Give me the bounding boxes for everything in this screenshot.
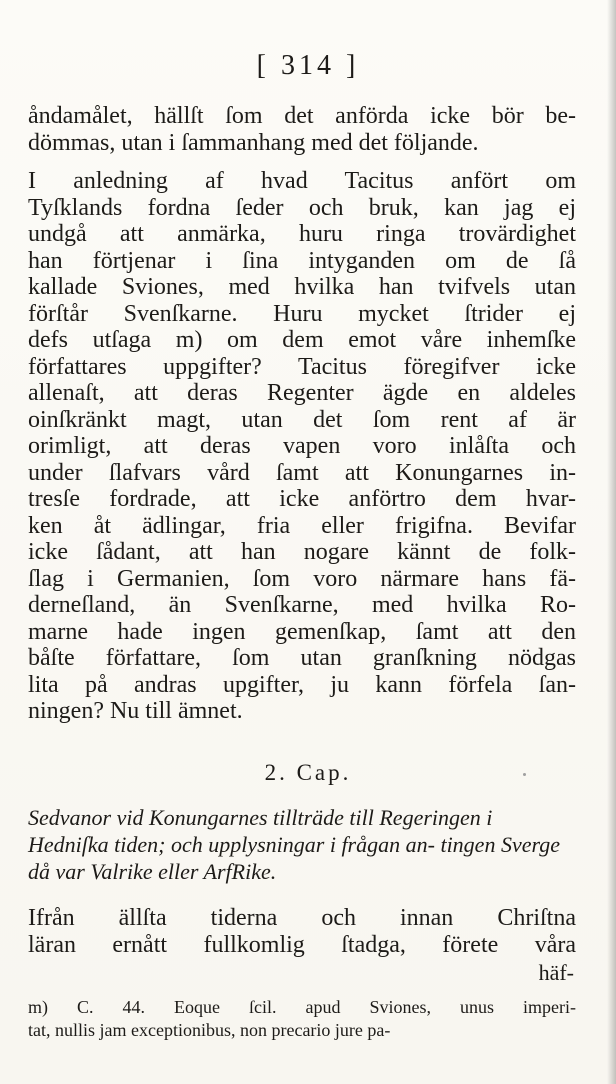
tacitus-line: tresſe fordrade, att icke anförtro dem hvar-: [28, 486, 576, 512]
intro-line: åndamålet, hällſt ſom det anförda icke bör be-: [28, 103, 576, 129]
chapter-description: [28, 804, 576, 885]
tacitus-line: allenaſt, att deras Regenter ägde en aldeles: [28, 380, 576, 406]
tacitus-paragraph: [28, 168, 576, 725]
footnote-line: tat, nullis jam exceptionibus, non precario jure pa-: [28, 1020, 391, 1040]
tacitus-line: marne hade ingen gemenſkap, ſamt att den: [28, 618, 576, 645]
tacitus-line: icke ſådant, att han nogare kännt de folk-: [28, 539, 576, 565]
tacitus-line: orimligt, att deras vapen voro inlåſta och: [28, 433, 576, 459]
tacitus-line: under ſlafvars vård ſamt att Konungarnes in-: [28, 459, 576, 486]
tacitus-line: författares uppgifter? Tacitus föregifver icke: [28, 353, 576, 380]
tacitus-line: båſte författare, ſom utan granſkning nödgas: [28, 645, 576, 671]
chapter-description-line: tingen Sverge då var Valrike eller ArfRike.: [28, 832, 560, 884]
tacitus-line: Tyſklands fordna ſeder och bruk, kan jag ej: [28, 194, 576, 221]
chapter-description-line: i Hedniſka tiden; och upplysningar i frågan an-: [28, 805, 493, 857]
ink-dot: [523, 773, 526, 776]
footnote: [28, 996, 576, 1042]
tacitus-line: oinſkränkt magt, utan det ſom rent af är: [28, 406, 576, 433]
intro-paragraph: [28, 103, 576, 156]
chapter-opening-line: Ifrån ällſta tiderna och innan Chriſtna: [28, 905, 576, 931]
intro-line: dömmas, utan i ſammanhang med det följande.: [28, 129, 479, 156]
tacitus-line: ſlag i Germanien, ſom voro närmare hans fä-: [28, 565, 576, 592]
tacitus-line: han förtjenar i ſina intyganden om de ſå: [28, 247, 576, 274]
tacitus-line: ken åt ädlingar, fria eller frigifna. Bevifar: [28, 512, 576, 539]
chapter-opening-paragraph: [28, 905, 576, 958]
chapter-heading: 2. Cap.: [264, 760, 352, 785]
tacitus-line: förſtår Svenſkarne. Huru mycket ſtrider ej: [28, 300, 576, 327]
tacitus-line: I anledning af hvad Tacitus anfört om: [28, 168, 576, 194]
tacitus-line: defs utſaga m) om dem emot våre inhemſke: [28, 327, 576, 353]
chapter-opening-line: läran ernått fullkomlig ſtadga, förete våra: [28, 931, 576, 958]
page-edge-shadow: [607, 0, 616, 1084]
catchword: häf-: [538, 960, 574, 985]
tacitus-line: derneſland, än Svenſkarne, med hvilka Ro-: [28, 592, 576, 618]
tacitus-line: lita på andras upgifter, ju kann förfela ſan-: [28, 671, 576, 698]
tacitus-line: kallade Sviones, med hvilka han tvifvels utan: [28, 274, 576, 300]
footnote-line: m) C. 44. Eoque ſcil. apud Sviones, unus imperi-: [28, 997, 576, 1017]
chapter-description-line: Sedvanor vid Konungarnes tillträde till Regeringen: [28, 805, 481, 830]
tacitus-line: undgå att anmärka, huru ringa trovärdighet: [28, 221, 576, 247]
tacitus-line: ningen? Nu till ämnet.: [28, 698, 243, 724]
page-number-header: [ 314 ]: [256, 50, 360, 81]
